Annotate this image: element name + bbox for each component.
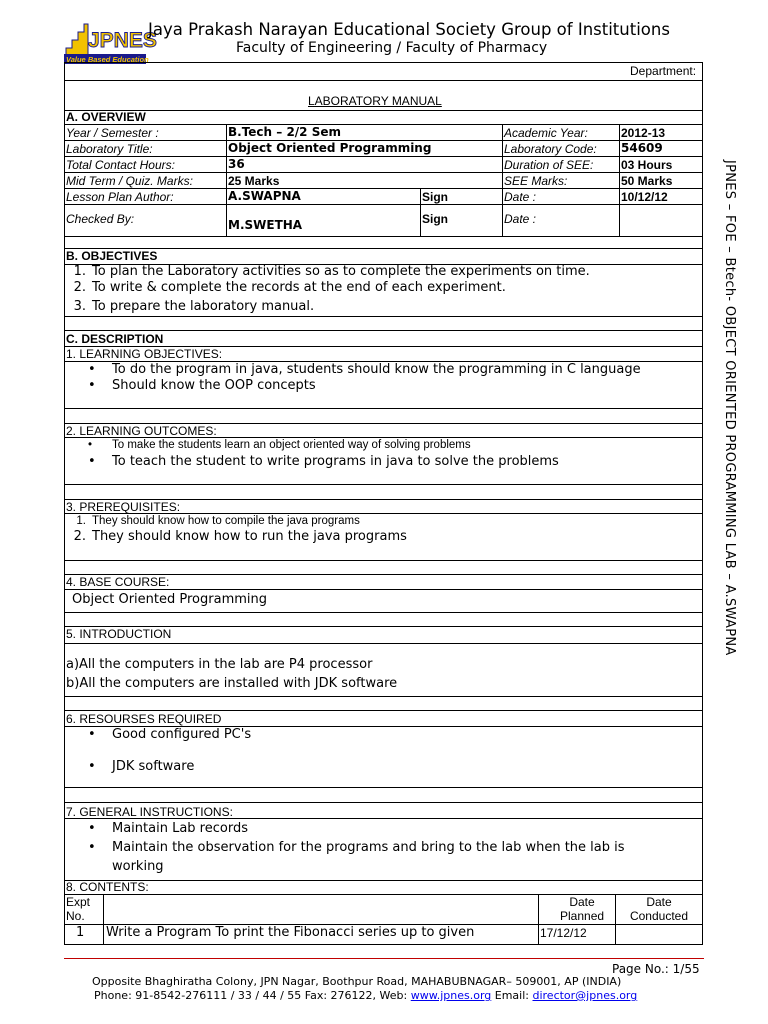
lab-title-value: Object Oriented Programming <box>228 141 432 155</box>
author-date-label: Date : <box>504 190 537 204</box>
general-instruction-item: • Maintain Lab records <box>88 821 248 836</box>
checked-by-value: M.SWETHA <box>228 218 303 232</box>
introduction-line: a)All the computers in the lab are P4 processor <box>66 657 373 672</box>
prerequisite-item: 2. They should know how to run the java programs <box>73 529 407 544</box>
introduction-line: b)All the computers are installed with JDK software <box>66 676 398 691</box>
author-label: Lesson Plan Author: <box>66 190 174 204</box>
logo-tagline: Value Based Education <box>66 55 149 64</box>
web-link[interactable]: www.jpnes.org <box>410 989 492 1002</box>
lab-title-label: Laboratory Title: <box>66 142 153 156</box>
contact-hours-label: Total Contact Hours: <box>66 158 175 172</box>
learning-objectives-label: 1. LEARNING OBJECTIVES: <box>66 347 223 361</box>
col-date-planned: Date Planned <box>560 895 605 923</box>
base-course-label: 4. BASE COURSE: <box>66 575 170 589</box>
introduction-label: 5. INTRODUCTION <box>66 627 172 641</box>
learning-outcome-item: • To teach the student to write programs in java to solve the problems <box>88 454 559 469</box>
academic-year-value: 2012-13 <box>621 126 666 140</box>
content-row-planned: 17/12/12 <box>540 926 587 940</box>
see-marks-value: 50 Marks <box>621 174 673 188</box>
contact-hours-value: 36 <box>228 157 245 171</box>
lab-code-label: Laboratory Code: <box>504 142 597 156</box>
content-row-title: Write a Program To print the Fibonacci series up to given <box>106 925 475 940</box>
general-instruction-continuation: working <box>112 859 164 874</box>
general-instruction-item: • Maintain the observation for the programs and bring to the lab when the lab is <box>88 840 625 855</box>
overview-heading: A. OVERVIEW <box>66 110 146 124</box>
checked-date-label: Date : <box>504 212 537 226</box>
content-row-no: 1 <box>76 925 85 940</box>
checked-by-label: Checked By: <box>66 212 135 226</box>
footer-contact: Phone: 91-8542-276111 / 33 / 44 / 55 Fax: 276122, Web: www.jpnes.org Email: director@jpnes.org <box>94 989 638 1002</box>
contents-label: 8. CONTENTS: <box>66 880 149 894</box>
jpnes-logo <box>64 18 157 64</box>
year-label: Year / Semester : <box>66 126 159 140</box>
general-instructions-label: 7. GENERAL INSTRUCTIONS: <box>66 805 233 819</box>
resource-item: • JDK software <box>88 759 195 774</box>
mid-term-value: 25 Marks <box>228 174 280 188</box>
resources-label: 6. RESOURSES REQUIRED <box>66 712 222 726</box>
prerequisites-label: 3. PREREQUISITES: <box>66 500 181 514</box>
see-marks-label: SEE Marks: <box>504 174 568 188</box>
department-label: Department: <box>630 64 697 78</box>
footer-divider <box>64 958 704 959</box>
email-link[interactable]: director@jpnes.org <box>532 989 638 1002</box>
description-heading: C. DESCRIPTION <box>66 332 164 346</box>
learning-outcome-item: • To make the students learn an object oriented way of solving problems <box>88 439 471 451</box>
col-expt-no: Expt No. <box>66 895 91 923</box>
see-duration-value: 03 Hours <box>621 158 673 172</box>
side-vertical-text: JPNES – FOE – Btech- OBJECT ORIENTED PROGRAMMING LAB – A.SWAPNA <box>722 160 737 656</box>
author-date-value: 10/12/12 <box>621 190 668 204</box>
resource-item: • Good configured PC's <box>88 727 252 742</box>
objective-item: 3. To prepare the laboratory manual. <box>73 299 315 314</box>
learning-objective-item: • To do the program in java, students should know the programming in C language <box>88 362 641 377</box>
year-value: B.Tech – 2/2 Sem <box>228 125 341 139</box>
base-course-value: Object Oriented Programming <box>72 592 267 607</box>
objectives-heading: B. OBJECTIVES <box>66 249 158 263</box>
learning-outcomes-label: 2. LEARNING OUTCOMES: <box>66 424 217 438</box>
author-value: A.SWAPNA <box>228 189 301 203</box>
institution-title: Jaya Prakash Narayan Educational Society Group of Institutions <box>148 20 670 39</box>
prerequisite-item: 1. They should know how to compile the java programs <box>76 515 360 527</box>
see-duration-label: Duration of SEE: <box>504 158 594 172</box>
objective-item: 1. To plan the Laboratory activities so as to complete the experiments on time. <box>73 264 590 279</box>
page-number: Page No.: 1/55 <box>612 962 700 976</box>
learning-objective-item: • Should know the OOP concepts <box>88 378 316 393</box>
col-date-conducted: Date Conducted <box>629 895 689 923</box>
objective-item: 2. To write & complete the records at the end of each experiment. <box>73 280 506 295</box>
logo-text: JPNES <box>88 29 157 52</box>
mid-term-label: Mid Term / Quiz. Marks: <box>66 174 193 188</box>
academic-year-label: Academic Year: <box>504 126 588 140</box>
footer-address: Opposite Bhaghiratha Colony, JPN Nagar, Boothpur Road, MAHABUBNAGAR– 509001, AP (INDIA) <box>92 975 622 988</box>
author-sign-label: Sign <box>422 190 448 204</box>
checked-sign-label: Sign <box>422 212 448 226</box>
faculty-subtitle: Faculty of Engineering / Faculty of Pharmacy <box>236 40 548 56</box>
manual-title: LABORATORY MANUAL <box>308 94 442 108</box>
lab-code-value: 54609 <box>621 141 663 155</box>
